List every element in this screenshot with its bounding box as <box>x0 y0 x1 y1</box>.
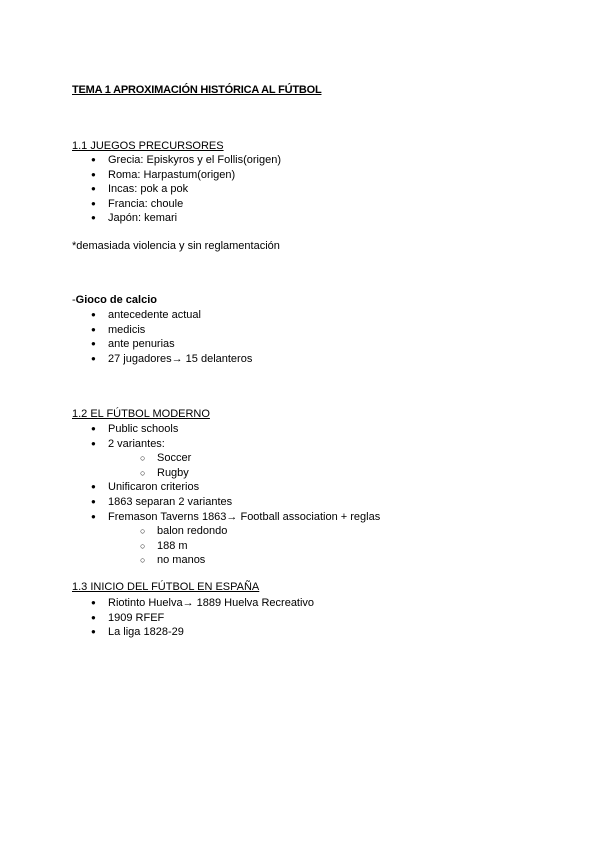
section-heading-inicio-espana: 1.3 INICIO DEL FÚTBOL EN ESPAÑA <box>72 581 260 593</box>
list-item: ● 27 jugadores→ 15 delanteros <box>91 352 253 365</box>
circle-bullet-icon: ○ <box>140 526 146 537</box>
list-item: ● 1909 RFEF <box>91 611 165 624</box>
bullet-icon: ● <box>91 310 96 319</box>
section-heading-futbol-moderno: 1.2 EL FÚTBOL MODERNO <box>72 408 210 420</box>
inicio-espana-list <box>72 596 314 640</box>
sub-list-item: ○ Soccer <box>140 452 192 465</box>
bullet-icon: ● <box>91 324 96 334</box>
bullet-icon: ● <box>91 184 96 194</box>
list-item: ● antecedente actual <box>91 309 201 321</box>
circle-bullet-icon: ○ <box>140 453 146 464</box>
sub-list-item: ○ no manos <box>140 554 206 567</box>
list-item: ● Japón: kemari <box>91 212 178 225</box>
bullet-icon: ● <box>91 612 96 622</box>
circle-bullet-icon: ○ <box>140 555 146 566</box>
list-item: ● Fremason Taverns 1863→ Football association + reglas <box>91 510 381 523</box>
sub-list-item: ○ 188 m <box>140 539 188 552</box>
section-heading-juegos-precursores: 1.1 JUEGOS PRECURSORES <box>72 140 224 152</box>
bullet-icon: ● <box>91 482 96 492</box>
bullet-icon: ● <box>91 438 96 448</box>
bullet-icon: ● <box>91 339 96 349</box>
bullet-icon: ● <box>91 155 96 164</box>
circle-bullet-icon: ○ <box>140 467 146 478</box>
circle-bullet-icon: ○ <box>140 540 146 551</box>
calcio-list <box>72 308 252 366</box>
bullet-icon: ● <box>91 213 96 223</box>
violence-note: *demasiada violencia y sin reglamentación <box>72 240 280 252</box>
bullet-icon: ● <box>91 511 96 521</box>
list-item: ● 1863 separan 2 variantes <box>91 495 233 508</box>
calcio-heading: -Gioco de calcio <box>72 294 157 306</box>
list-item: ● Riotinto Huelva→ 1889 Huelva Recreativo <box>91 597 315 609</box>
list-item: ● Roma: Harpastum(origen) <box>91 168 236 181</box>
futbol-moderno-list <box>72 422 380 568</box>
list-item: ● Francia: choule <box>91 197 184 210</box>
list-item: ● ante penurias <box>91 338 175 351</box>
bullet-icon: ● <box>91 627 96 637</box>
bullet-icon: ● <box>91 424 96 433</box>
sub-list-item: ○ balon redondo <box>140 525 228 538</box>
bullet-icon: ● <box>91 353 96 363</box>
juegos-precursores-list <box>72 153 281 226</box>
list-item: ● La liga 1828-29 <box>91 626 184 639</box>
bullet-icon: ● <box>91 598 96 607</box>
list-item: ● Incas: pok a pok <box>91 183 189 196</box>
list-item: ● Public schools <box>91 423 179 435</box>
list-item: ● medicis <box>91 323 146 336</box>
sub-list-item: ○ Rugby <box>140 466 189 479</box>
bullet-icon: ● <box>91 496 96 506</box>
document-title: TEMA 1 APROXIMACIÓN HISTÓRICA AL FÚTBOL <box>72 84 322 96</box>
list-item: ● 2 variantes: <box>91 437 165 450</box>
bullet-icon: ● <box>91 169 96 179</box>
bullet-icon: ● <box>91 198 96 208</box>
list-item: ● Unificaron criterios <box>91 481 200 494</box>
list-item: ● Grecia: Episkyros y el Follis(origen) <box>91 154 281 166</box>
